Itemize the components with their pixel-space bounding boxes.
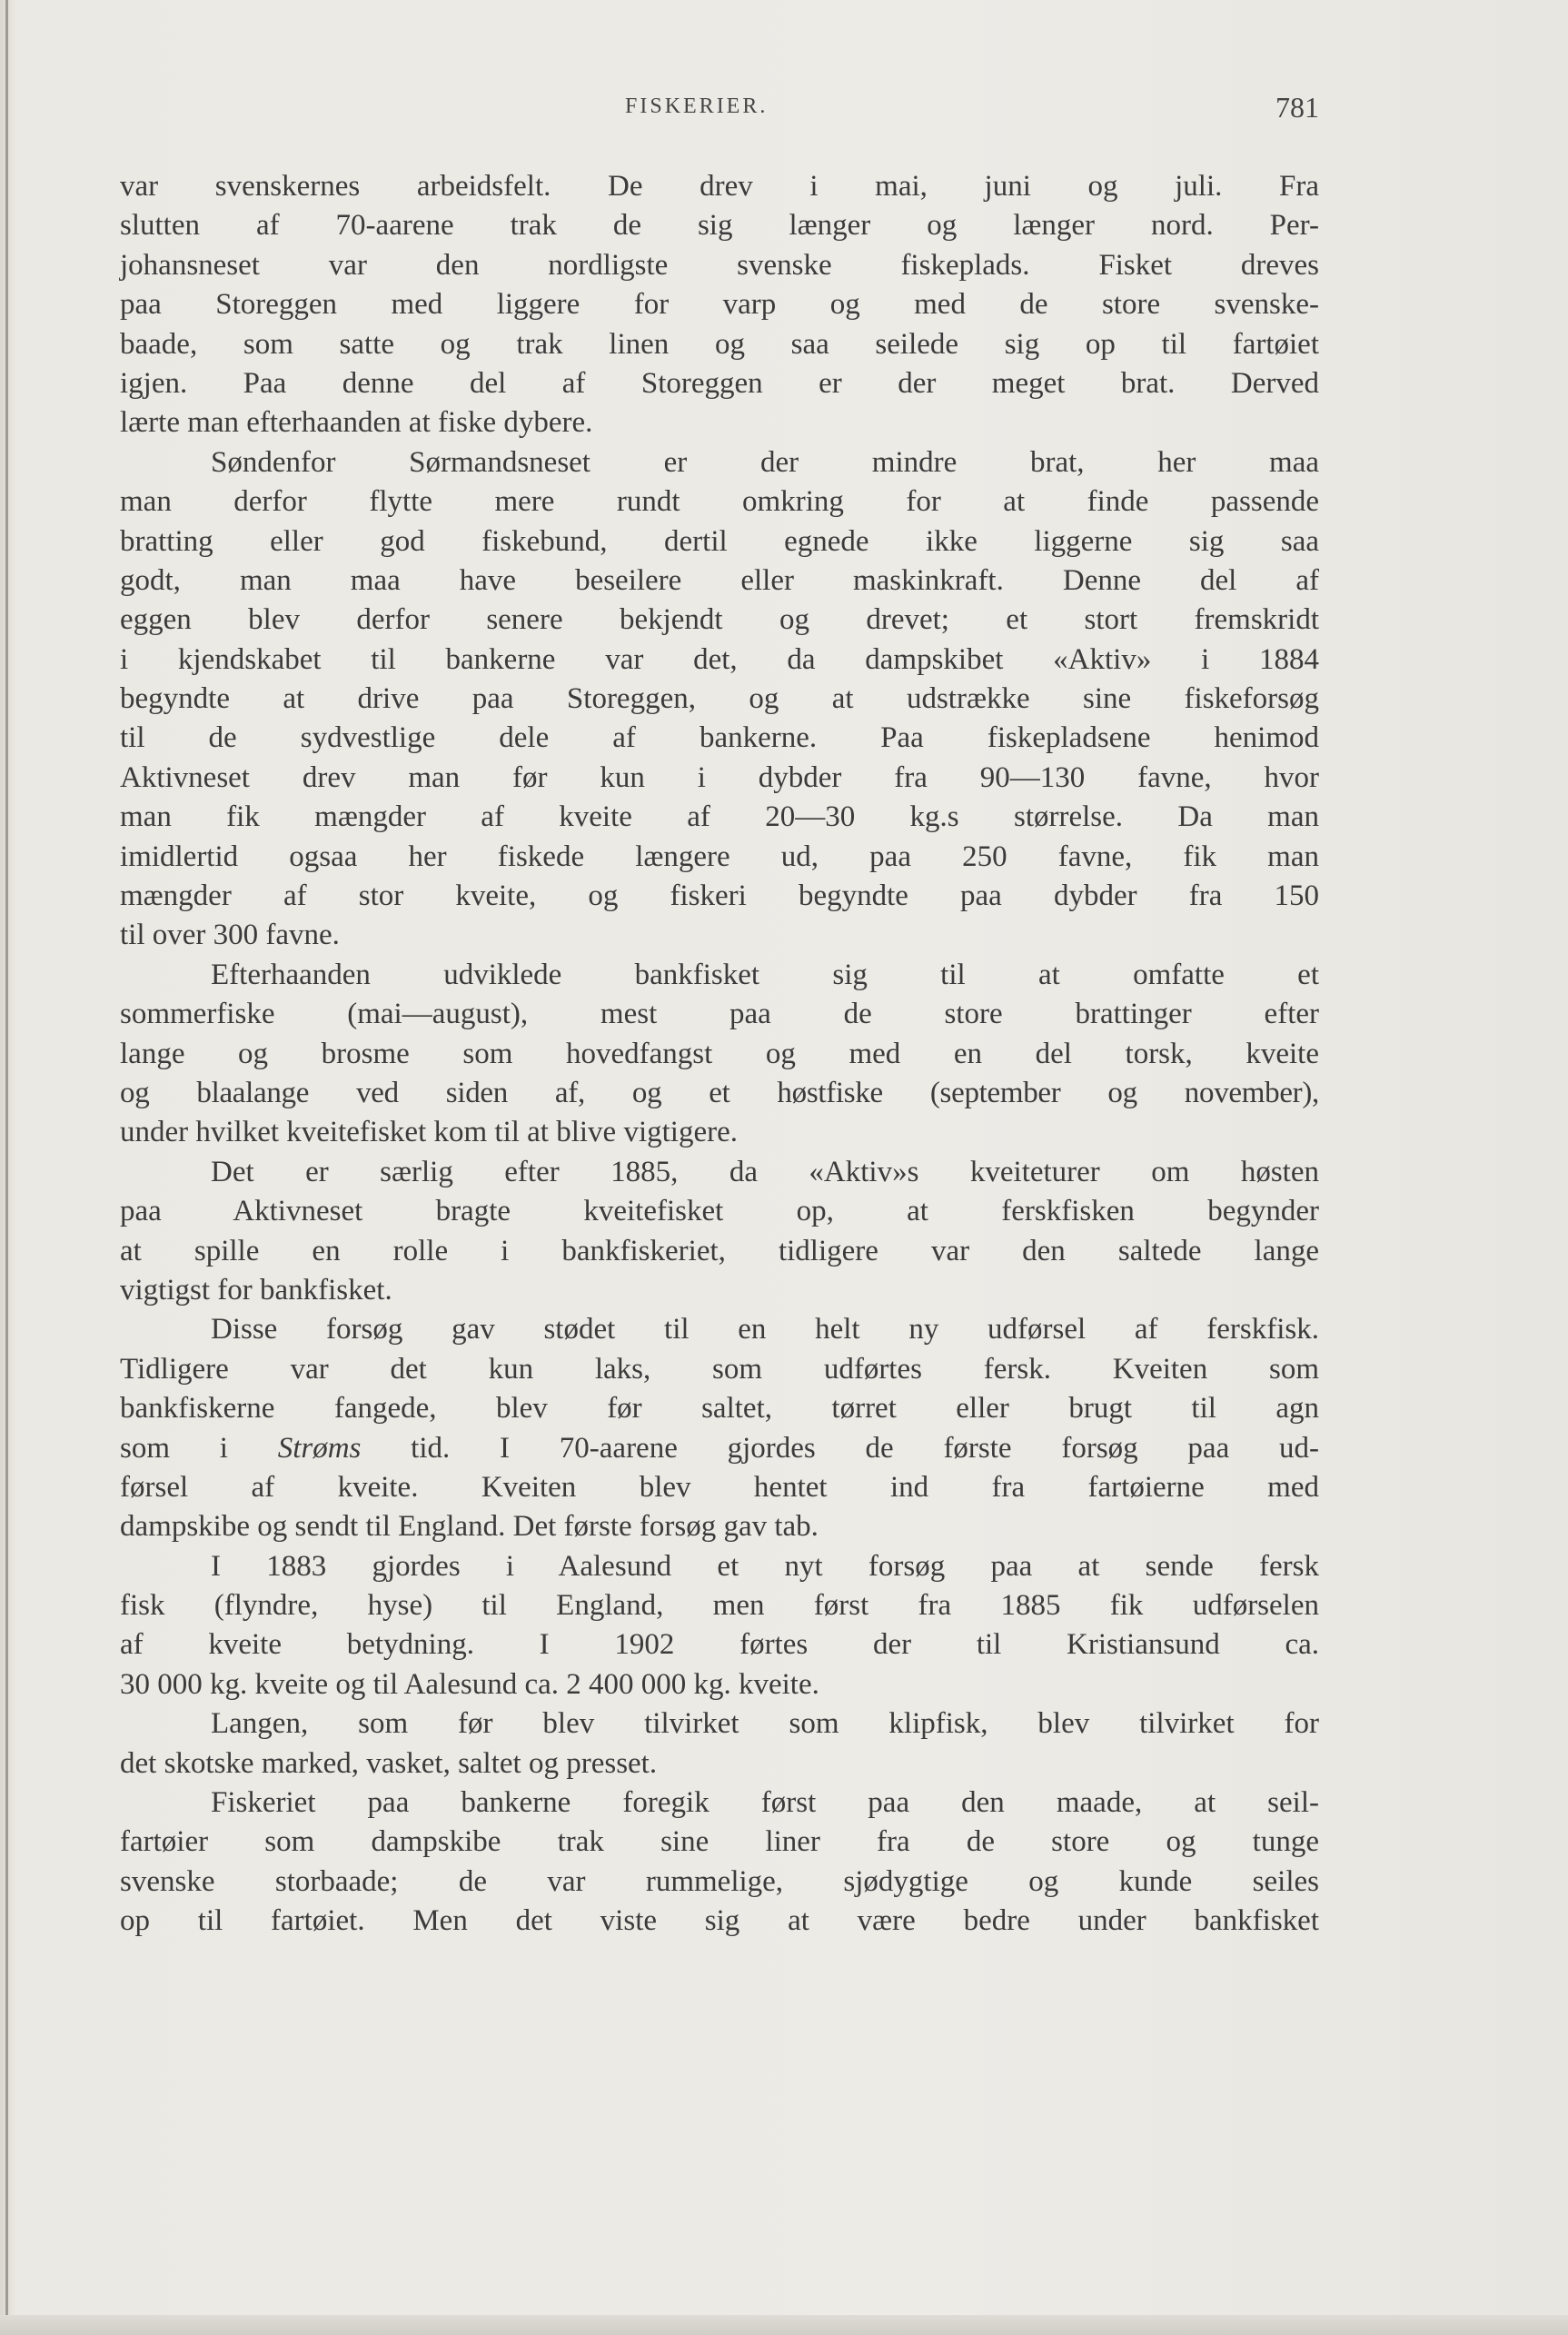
- text-line: bankfiskerne fangede, blev før saltet, tørret eller brugt til agn: [120, 1392, 1319, 1426]
- text-line: Tidligere var det kun laks, som udførtes fersk. Kveiten som: [120, 1352, 1319, 1386]
- text-line: johansneset var den nordligste svenske fiskeplads. Fisket dreves: [120, 248, 1319, 282]
- text-line: 30 000 kg. kveite og til Aalesund ca. 2 400 000 kg. kveite.: [120, 1667, 819, 1701]
- text-line: Langen, som før blev tilvirket som klipfisk, blev tilvirket for: [211, 1707, 1319, 1741]
- page-bottom-edge: [0, 2315, 1568, 2335]
- text-line: bratting eller god fiskebund, dertil egnede ikke liggerne sig saa: [120, 524, 1319, 558]
- body-text: [120, 167, 1319, 1942]
- text-line: op til fartøiet. Men det viste sig at være bedre under bankfisket: [120, 1904, 1319, 1938]
- text-line: mængder af stor kveite, og fiskeri begyndte paa dybder fra 150: [120, 879, 1319, 913]
- page-number: 781: [1275, 91, 1319, 124]
- text-line: i kjendskabet til bankerne var det, da dampskibet «Aktiv» i 1884: [120, 642, 1319, 676]
- text-line: svenske storbaade; de var rummelige, sjødygtige og kunde seiles: [120, 1864, 1319, 1898]
- text-line: af kveite betydning. I 1902 førtes der til Kristiansund ca.: [120, 1628, 1319, 1662]
- text-line: under hvilket kveitefisket kom til at blive vigtigere.: [120, 1116, 738, 1149]
- text-line: Det er særlig efter 1885, da «Aktiv»s kveiteturer om høsten: [211, 1155, 1319, 1188]
- text-line: Fiskeriet paa bankerne foregik først paa den maade, at seil-: [211, 1786, 1319, 1820]
- text-line: at spille en rolle i bankfiskeriet, tidligere var den saltede lange: [120, 1234, 1319, 1267]
- text-line: Aktivneset drev man før kun i dybder fra 90—130 favne, hvor: [120, 760, 1319, 794]
- text-line: godt, man maa have beseilere eller maskinkraft. Denne del af: [120, 563, 1319, 597]
- text-line: var svenskernes arbeidsfelt. De drev i mai, juni og juli. Fra: [120, 170, 1319, 203]
- text-line: I 1883 gjordes i Aalesund et nyt forsøg paa at sende fersk: [211, 1549, 1319, 1583]
- text-line: igjen. Paa denne del af Storeggen er der meget brat. Derved: [120, 366, 1319, 400]
- text-line: paa Aktivneset bragte kveitefisket op, at ferskfisken begynder: [120, 1195, 1319, 1228]
- text-line: vigtigst for bankfisket.: [120, 1273, 392, 1307]
- text-line: Søndenfor Sørmandsneset er der mindre brat, her maa: [211, 445, 1319, 479]
- text-line: eggen blev derfor senere bekjendt og drevet; et stort fremskridt: [120, 603, 1319, 637]
- text-line: som i Strøms tid. I 70-aarene gjordes de første forsøg paa ud-: [120, 1431, 1319, 1465]
- text-line: man derfor flytte mere rundt omkring for at finde passende: [120, 485, 1319, 519]
- text-line: til over 300 favne.: [120, 919, 340, 952]
- text-line: baade, som satte og trak linen og saa seilede sig op til fartøiet: [120, 327, 1319, 361]
- running-head: FISKERIER.: [625, 94, 769, 118]
- text-line: paa Storeggen med liggere for varp og med de store svenske-: [120, 288, 1319, 322]
- text-line: Disse forsøg gav stødet til en helt ny udførsel af ferskfisk.: [211, 1313, 1319, 1346]
- text-line: til de sydvestlige dele af bankerne. Paa fiskepladsene henimod: [120, 721, 1319, 755]
- text-line: imidlertid ogsaa her fiskede længere ud, paa 250 favne, fik man: [120, 840, 1319, 873]
- page-header: [120, 91, 1319, 127]
- text-line: det skotske marked, vasket, saltet og presset.: [120, 1746, 658, 1780]
- text-line: slutten af 70-aarene trak de sig længer og længer nord. Per-: [120, 209, 1319, 243]
- italic-name: Strøms: [277, 1431, 362, 1465]
- text-line: lærte man efterhaanden at fiske dybere.: [120, 406, 593, 440]
- text-line: førsel af kveite. Kveiten blev hentet ind fra fartøierne med: [120, 1470, 1319, 1504]
- text-line: fisk (flyndre, hyse) til England, men først fra 1885 fik udførselen: [120, 1589, 1319, 1623]
- text-line: lange og brosme som hovedfangst og med en del torsk, kveite: [120, 1037, 1319, 1070]
- text-line: sommerfiske (mai—august), mest paa de store brattinger efter: [120, 998, 1319, 1031]
- page-binding-edge: [5, 0, 8, 2335]
- text-line: man fik mængder af kveite af 20—30 kg.s størrelse. Da man: [120, 800, 1319, 834]
- text-line: fartøier som dampskibe trak sine liner fra de store og tunge: [120, 1825, 1319, 1859]
- text-line: Efterhaanden udviklede bankfisket sig til at omfatte et: [211, 958, 1319, 991]
- text-line: dampskibe og sendt til England. Det første forsøg gav tab.: [120, 1510, 819, 1544]
- text-line: og blaalange ved siden af, og et høstfiske (september og november),: [120, 1076, 1319, 1109]
- text-line: begyndte at drive paa Storeggen, og at udstrække sine fiskeforsøg: [120, 682, 1319, 716]
